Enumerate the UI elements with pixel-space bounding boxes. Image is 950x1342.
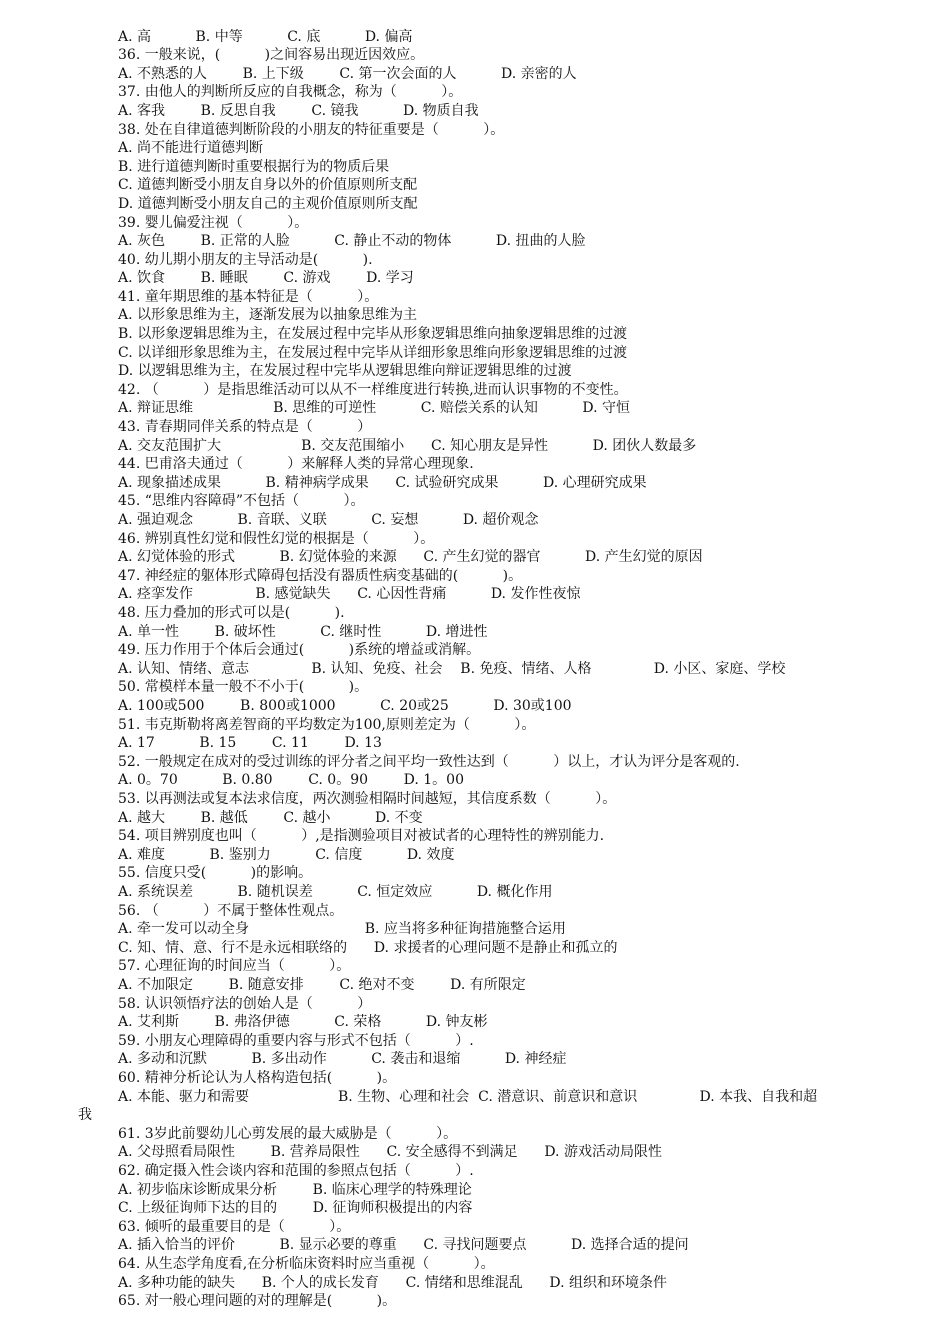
option-line: A. 尚不能进行道德判断 [118, 140, 264, 156]
question-line: 56. （ ）不属于整体性观点。 [118, 903, 344, 919]
option-line: C. 知、情、意、行不是永远相联络的 D. 求援者的心理问题不是静止和孤立的 [118, 940, 618, 956]
option-line-wrap: 我 [78, 1107, 92, 1123]
question-line: 47. 神经症的躯体形式障碍包括没有器质性病变基础的( )。 [118, 568, 523, 584]
option-line: A. 插入恰当的评价 B. 显示必要的尊重 C. 寻找问题要点 D. 选择合适的提问 [118, 1237, 689, 1253]
option-line: C. 以详细形象思维为主，在发展过程中完毕从详细形象思维向形象逻辑思维的过渡 [118, 345, 628, 361]
option-line: A. 本能、驱力和需要 B. 生物、心理和社会 C. 潜意识、前意识和意识 D. 本我、自我和超 [118, 1089, 818, 1105]
option-line: B. 进行道德判断时重要根据行为的物质后果 [118, 159, 390, 175]
question-line: 60. 精神分析论认为人格构造包括( )。 [118, 1070, 397, 1086]
option-line: A. 痉挛发作 B. 感觉缺失 C. 心因性背痛 D. 发作性夜惊 [118, 586, 581, 602]
option-line: A. 系统误差 B. 随机误差 C. 恒定效应 D. 概化作用 [118, 884, 553, 900]
question-line: 51. 韦克斯勒将离差智商的平均数定为100,原则差定为（ ）。 [118, 717, 536, 733]
option-line: A. 17 B. 15 C. 11 D. 13 [118, 735, 382, 751]
question-line: 64. 从生态学角度看,在分析临床资料时应当重视（ ）。 [118, 1256, 495, 1272]
question-line: 55. 信度只受( )的影响。 [118, 865, 313, 881]
question-line: 57. 心理征询的时间应当（ ）。 [118, 958, 351, 974]
question-line: 54. 项目辨别度也叫（ ）,是指测验项目对被试者的心理特性的辨别能力. [118, 828, 605, 844]
option-line: A. 初步临床诊断成果分析 B. 临床心理学的特殊理论 [118, 1182, 472, 1198]
question-line: 43. 青春期同伴关系的特点是（ ） [118, 419, 372, 435]
option-line: A. 不加限定 B. 随意安排 C. 绝对不变 D. 有所限定 [118, 977, 526, 993]
question-line: 63. 倾听的最重要目的是（ ）。 [118, 1219, 351, 1235]
option-line: A. 0。70 B. 0.80 C. 0。90 D. 1。00 [118, 772, 464, 788]
question-line: 38. 处在自律道德判断阶段的小朋友的特征重要是（ ）。 [118, 122, 505, 138]
option-line: A. 辩证思维 B. 思维的可逆性 C. 赔偿关系的认知 D. 守恒 [118, 400, 631, 416]
option-line: A. 强迫观念 B. 音联、义联 C. 妄想 D. 超价观念 [118, 512, 539, 528]
question-line: 42. （ ）是指思维活动可以从不一样维度进行转换,进而认识事物的不变性。 [118, 382, 628, 398]
option-line: A. 灰色 B. 正常的人脸 C. 静止不动的物体 D. 扭曲的人脸 [118, 233, 586, 249]
option-line: D. 以逻辑思维为主，在发展过程中完毕从逻辑思维向辩证逻辑思维的过渡 [118, 363, 572, 379]
question-line: 52. 一般规定在成对的受过训练的评分者之间平均一致性达到（ ）以上，才认为评分是客观的. [118, 754, 740, 770]
question-line: 58. 认识领悟疗法的创始人是（ ） [118, 996, 372, 1012]
question-line: 44. 巴甫洛夫通过（ ）来解释人类的异常心理现象. [118, 456, 474, 472]
option-line: B. 以形象逻辑思维为主，在发展过程中完毕从形象逻辑思维向抽象逻辑思维的过渡 [118, 326, 628, 342]
question-line: 36. 一般来说，( )之间容易出现近因效应。 [118, 47, 425, 63]
option-line: D. 道德判断受小朋友自己的主观价值原则所支配 [118, 196, 418, 212]
option-line: A. 以形象思维为主，逐渐发展为以抽象思维为主 [118, 307, 418, 323]
question-line: 62. 确定摄入性会谈内容和范围的参照点包括（ ）. [118, 1163, 474, 1179]
option-line: A. 单一性 B. 破坏性 C. 继时性 D. 增进性 [118, 624, 488, 640]
option-line: C. 上级征询师下达的目的 D. 征询师积极提出的内容 [118, 1200, 473, 1216]
option-line: A. 饮食 B. 睡眠 C. 游戏 D. 学习 [118, 270, 414, 286]
question-line: 49. 压力作用于个体后会通过( )系统的增益或消解。 [118, 642, 481, 658]
question-line: 53. 以再测法或复本法求信度，两次测验相隔时间越短，其信度系数（ ）。 [118, 791, 617, 807]
option-line: A. 客我 B. 反思自我 C. 镜我 D. 物质自我 [118, 103, 479, 119]
option-line: A. 高 B. 中等 C. 底 D. 偏高 [118, 29, 413, 45]
option-line: A. 不熟悉的人 B. 上下级 C. 第一次会面的人 D. 亲密的人 [118, 66, 577, 82]
question-line: 46. 辨别真性幻觉和假性幻觉的根据是（ ）。 [118, 531, 435, 547]
question-line: 48. 压力叠加的形式可以是( ). [118, 605, 345, 621]
question-line: 59. 小朋友心理障碍的重要内容与形式不包括（ ）. [118, 1033, 474, 1049]
option-line: A. 多动和沉默 B. 多出动作 C. 袭击和退缩 D. 神经症 [118, 1051, 567, 1067]
question-line: 40. 幼儿期小朋友的主导活动是( ). [118, 252, 373, 268]
option-line: A. 父母照看局限性 B. 营养局限性 C. 安全感得不到满足 D. 游戏活动局限性 [118, 1144, 662, 1160]
option-line: A. 100或500 B. 800或1000 C. 20或25 D. 30或100 [118, 698, 572, 714]
option-line: A. 认知、情绪、意志 B. 认知、免疫、社会 B. 免疫、情绪、人格 D. 小区、家庭、学校 [118, 661, 786, 677]
question-line: 45. “思维内容障碍”不包括（ ）。 [118, 493, 365, 509]
question-line: 65. 对一般心理问题的对的理解是( )。 [118, 1293, 397, 1309]
option-line: A. 多种功能的缺失 B. 个人的成长发育 C. 情绪和思维混乱 D. 组织和环境条件 [118, 1275, 668, 1291]
option-line: A. 艾利斯 B. 弗洛伊德 C. 荣格 D. 钟友彬 [118, 1014, 488, 1030]
option-line: C. 道德判断受小朋友自身以外的价值原则所支配 [118, 177, 418, 193]
option-line: A. 越大 B. 越低 C. 越小 D. 不变 [118, 810, 423, 826]
question-line: 41. 童年期思维的基本特征是（ ）。 [118, 289, 379, 305]
question-line: 50. 常模样本量一般不不小于( )。 [118, 679, 369, 695]
option-line: A. 现象描述成果 B. 精神病学成果 C. 试验研究成果 D. 心理研究成果 [118, 475, 647, 491]
question-line: 37. 由他人的判断所反应的自我概念，称为（ ）。 [118, 84, 463, 100]
option-line: A. 幻觉体验的形式 B. 幻觉体验的来源 C. 产生幻觉的器官 D. 产生幻觉的原因 [118, 549, 703, 565]
option-line: A. 难度 B. 鉴别力 C. 信度 D. 效度 [118, 847, 455, 863]
option-line: A. 牵一发可以动全身 B. 应当将多种征询措施整合运用 [118, 921, 566, 937]
option-line: A. 交友范围扩大 B. 交友范围缩小 C. 知心朋友是异性 D. 团伙人数最多 [118, 438, 697, 454]
question-line: 39. 婴儿偏爱注视（ ）。 [118, 215, 309, 231]
question-line: 61. 3岁此前婴幼儿心剪发展的最大威胁是（ ）。 [118, 1126, 458, 1142]
